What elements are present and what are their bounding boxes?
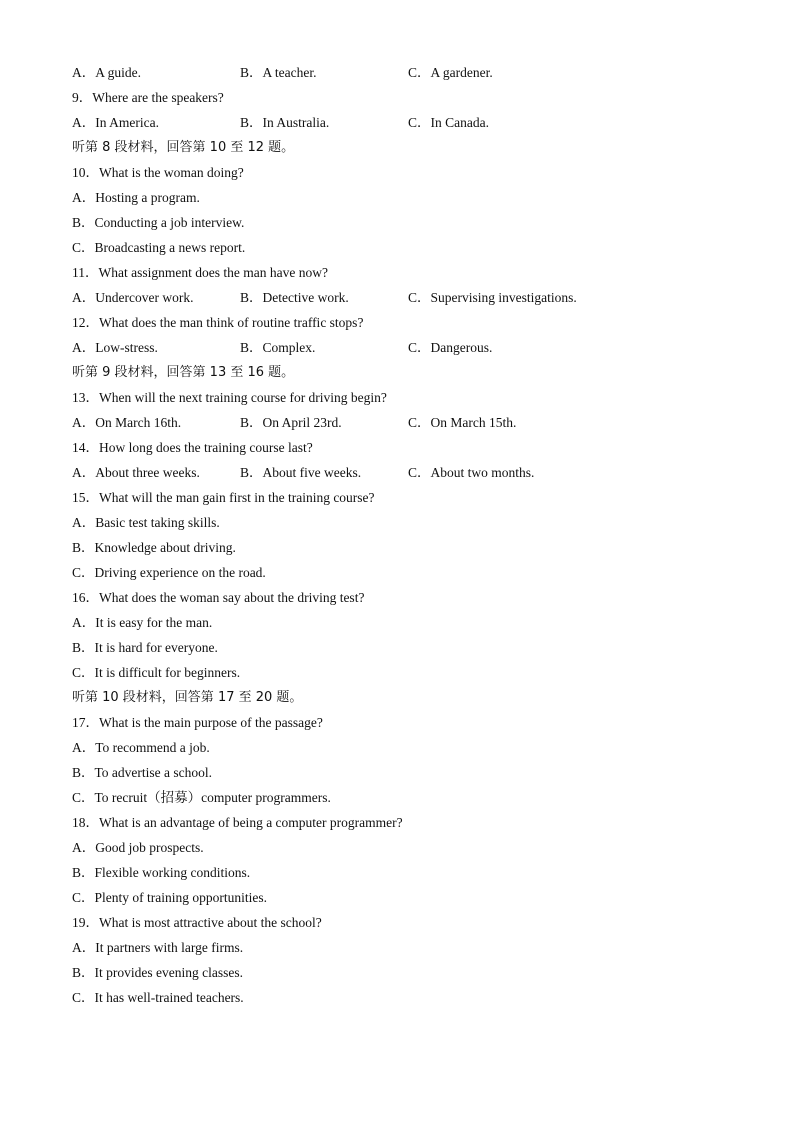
- question-text: 19．What is most attractive about the school?: [72, 915, 322, 930]
- option-row: [72, 63, 722, 88]
- answer-option: A．Undercover work.: [72, 290, 194, 305]
- answer-option: B．Detective work.: [240, 290, 349, 305]
- answer-option: A．A guide.: [72, 65, 141, 80]
- answer-option: A．In America.: [72, 115, 159, 130]
- section-heading: 听第 8 段材料，回答第 10 至 12 题。: [72, 140, 295, 155]
- answer-option: A．Hosting a program.: [72, 190, 200, 205]
- answer-option: B．Flexible working conditions.: [72, 865, 251, 880]
- option-row: [72, 413, 722, 438]
- option-row: [72, 288, 722, 313]
- answer-option: C．Dangerous.: [408, 340, 493, 355]
- option-row: [72, 113, 722, 138]
- answer-option: A．It partners with large firms.: [72, 940, 244, 955]
- answer-option: A．Basic test taking skills.: [72, 515, 220, 530]
- answer-option: C．About two months.: [408, 465, 535, 480]
- answer-option: B．A teacher.: [240, 65, 317, 80]
- answer-option: B．Complex.: [240, 340, 316, 355]
- answer-option: C．In Canada.: [408, 115, 489, 130]
- question-text: 13．When will the next training course for driving begin?: [72, 390, 387, 405]
- answer-option: C．Plenty of training opportunities.: [72, 890, 267, 905]
- answer-option: A．To recommend a job.: [72, 740, 210, 755]
- answer-option: C．To recruit（招募）computer programmers.: [72, 790, 331, 805]
- answer-option: B．About five weeks.: [240, 465, 362, 480]
- answer-option: C．It is difficult for beginners.: [72, 665, 241, 680]
- question-list: [72, 63, 722, 1013]
- option-row: [72, 338, 722, 363]
- question-text: 10．What is the woman doing?: [72, 165, 244, 180]
- answer-option: C．A gardener.: [408, 65, 493, 80]
- question-text: 17．What is the main purpose of the passage?: [72, 715, 323, 730]
- question-text: 12．What does the man think of routine traffic stops?: [72, 315, 364, 330]
- answer-option: A．It is easy for the man.: [72, 615, 213, 630]
- question-text: 14．How long does the training course last?: [72, 440, 313, 455]
- option-row: [72, 463, 722, 488]
- answer-option: B．In Australia.: [240, 115, 330, 130]
- answer-option: B．Conducting a job interview.: [72, 215, 245, 230]
- question-text: 9．Where are the speakers?: [72, 90, 224, 105]
- section-heading: 听第 9 段材料，回答第 13 至 16 题。: [72, 365, 295, 380]
- answer-option: B．To advertise a school.: [72, 765, 213, 780]
- question-text: 15．What will the man gain first in the training course?: [72, 490, 375, 505]
- answer-option: C．Supervising investigations.: [408, 290, 577, 305]
- answer-option: B．On April 23rd.: [240, 415, 342, 430]
- answer-option: C．It has well-trained teachers.: [72, 990, 244, 1005]
- question-text: 11．What assignment does the man have now?: [72, 265, 328, 280]
- answer-option: C．Driving experience on the road.: [72, 565, 266, 580]
- answer-option: A．Good job prospects.: [72, 840, 204, 855]
- answer-option: A．About three weeks.: [72, 465, 200, 480]
- answer-option: C．On March 15th.: [408, 415, 517, 430]
- answer-option: B．It is hard for everyone.: [72, 640, 218, 655]
- answer-option: C．Broadcasting a news report.: [72, 240, 246, 255]
- answer-option: A．On March 16th.: [72, 415, 182, 430]
- question-text: 16．What does the woman say about the driving test?: [72, 590, 365, 605]
- answer-option: B．It provides evening classes.: [72, 965, 243, 980]
- answer-option: A．Low-stress.: [72, 340, 158, 355]
- question-text: 18．What is an advantage of being a computer programmer?: [72, 815, 403, 830]
- section-heading: 听第 10 段材料，回答第 17 至 20 题。: [72, 690, 303, 705]
- answer-option: B．Knowledge about driving.: [72, 540, 236, 555]
